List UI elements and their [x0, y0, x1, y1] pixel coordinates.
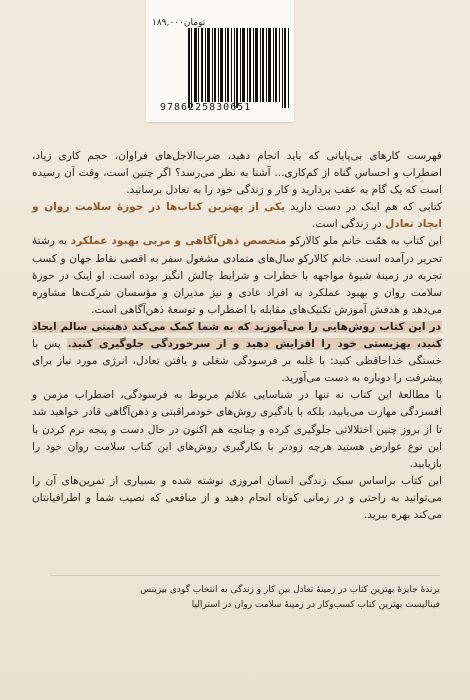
highlight-text: متخصص ذهن‌آگاهی و مربی بهبود عملکرد [70, 235, 287, 248]
highlight-text: یکی از بهترین کتاب‌ها در حوزهٔ سلامت روان و ایجاد تعادل [32, 201, 442, 231]
paragraph-intro: فهرست کارهای بی‌پایانی که باید انجام دهید، ضرب‌الاجل‌های فراوان، حجم کاری زیاد، اضطراب و احساس گناه از کم‌کاری... آشنا به نظر می‌رسد؟ اگر چنین است، وقت آن رسیده است که یک گام به عقب بردارید و کار و زندگی خود را به تعادل برسانید. [32, 150, 442, 197]
price-label: ۱۸۹,۰۰۰تومان [152, 18, 206, 28]
paragraph-author: این کتاب به همّت خانم ملو کالارکو متخصص ذهن‌آگاهی و مربی بهبود عملکرد به رشتهٔ تحریر درآمده است. خانم کالارکو سال‌های متمادی مشغول سفر به اقصی نقاط جهان و کسب تجربه در زمینهٔ شیوهٔ مواجهه با خطرات و شرایط چالش انگیز بوده است. او اینک در حوزهٔ سلامت روان و بهبود عملکرد به افراد عادی و نیز مدیران و مؤسسان شرکت‌ها مشاوره می‌دهد و هدفش آموزش تکنیک‌های مقابله با اضطراب و توسعهٔ ذهن‌آگاهی است. [32, 235, 442, 316]
finalist-line: فینالیست بهترین کتاب کسب‌وکار در زمینهٔ سلامت روان در استرالیا [191, 600, 440, 610]
divider [50, 575, 440, 576]
paragraph-benefits: با مطالعهٔ این کتاب نه تنها در شناسایی علائم مربوط به فرسودگی، اضطراب مزمن و افسردگی مهارت می‌یابید، بلکه با یادگیری روش‌های خودمراقبتی و ذهن‌آگاهی قادر خواهید شد تا از بروز چنین اختلالاتی جلوگیری کرده و چنانچه هم اکنون در حال دست و پنجه نرم کردن با این نوع عوارض هستید هرچه زودتر با بکارگیری روش‌های این کتاب سلامت روان خود را بازیابید. [32, 389, 442, 470]
barcode-icon [188, 28, 290, 108]
paragraph-book: کتابی که هم اینک در دست دارید یکی از بهترین کتاب‌ها در حوزهٔ سلامت روان و ایجاد تعادل در زندگی است. [32, 201, 442, 231]
paragraph-lifestyle: این کتاب براساس سبک زندگی انسان امروزی نوشته شده و بسیاری از تمرین‌های آن را می‌توانید به راحتی و در زمانی کوتاه انجام دهید و از منافعی که نصیب شما و اطرافیانتان می‌کند بهره ببرید. [32, 474, 442, 521]
highlight-text: در این کتاب روش‌هایی را می‌آموزید که به شما کمک می‌کند ذهنیتی سالم ایجاد کنید، بهزیستی خود را افزایش دهید و از سرخوردگی جلوگیری کنید. [32, 320, 442, 351]
award-line: برندهٔ جایزهٔ بهترین کتاب در زمینهٔ تعادل بین کار و زندگی به انتخاب گودی بیزینس [140, 585, 440, 595]
isbn-number: 9786225830651 [160, 102, 252, 113]
description-text [32, 148, 442, 524]
paragraph-methods: در این کتاب روش‌هایی را می‌آموزید که به شما کمک می‌کند ذهنیتی سالم ایجاد کنید، بهزیستی خود را افزایش دهید و از سرخوردگی جلوگیری کنید. پس با خستگی خداحافظی کنید: با غلبه بر فرسودگی شغلی و یافتن تعادل، انرژی مورد نیاز برای پیشرفت را دوباره به دست می‌آورید. [32, 320, 442, 385]
